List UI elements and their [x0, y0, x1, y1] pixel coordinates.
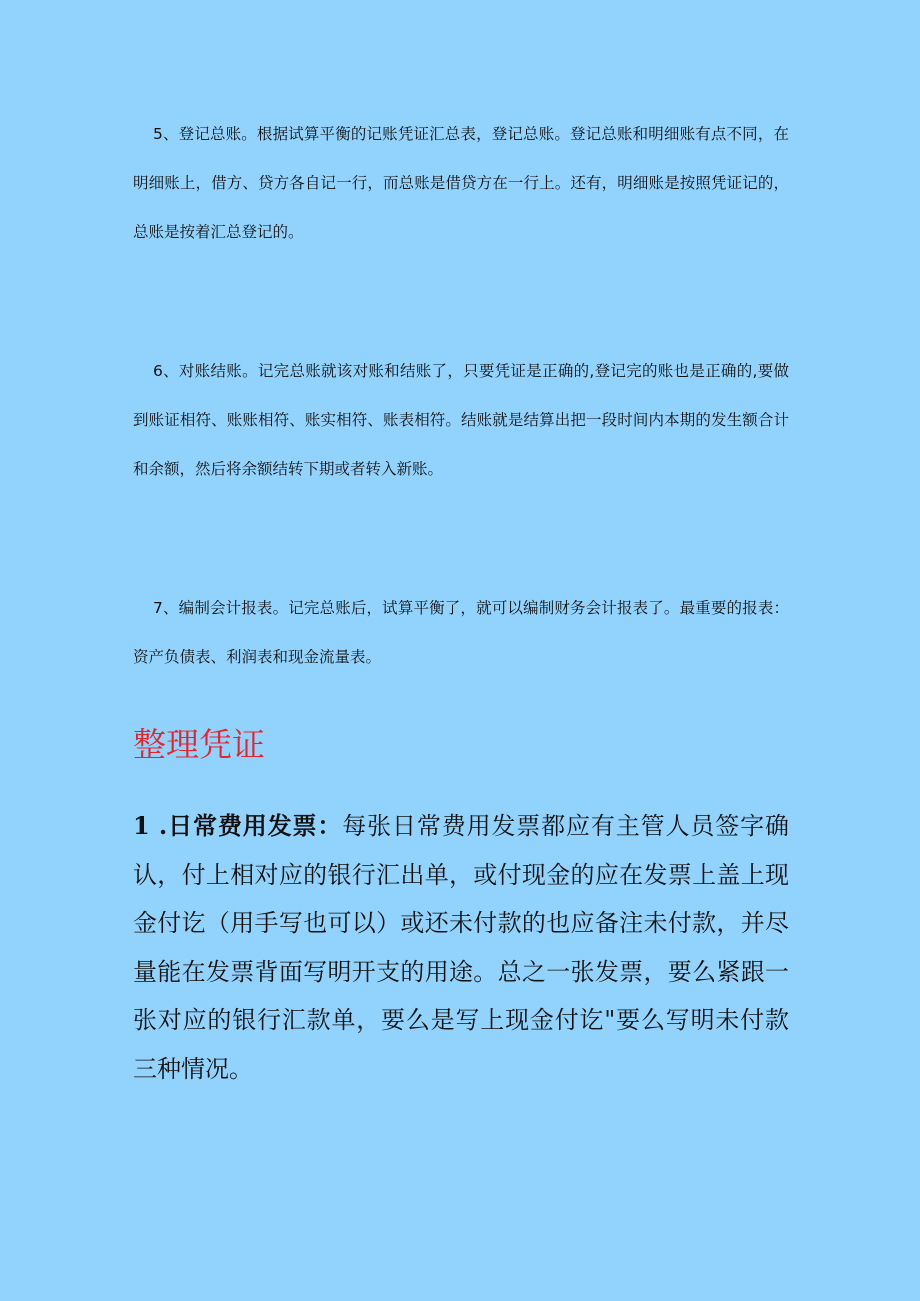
voucher-item-1	[133, 802, 789, 1093]
paragraph-step-5: 5、登记总账。根据试算平衡的记账凭证汇总表，登记总账。登记总账和明细账有点不同，在明细账上，借方、贷方各自记一行，而总账是借贷方在一行上。还有，明细账是按照凭证记的，总账是按着汇总登记的。	[133, 125, 789, 241]
paragraph-step-7: 7、编制会计报表。记完总账后，试算平衡了，就可以编制财务会计报表了。最重要的报表：资产负债表、利润表和现金流量表。	[133, 599, 789, 666]
voucher-item-1-body: 每张日常费用发票都应有主管人员签字确认，付上相对应的银行汇出单，或付现金的应在发票上盖上现金付讫（用手写也可以）或还未付款的也应备注未付款，并尽量能在发票背面写明开支的用途。总之一张发票，要么紧跟一张对应的银行汇款单，要么是写上现金付讫"要么写明未付款三种情况。	[133, 812, 789, 1083]
section-heading: 整理凭证	[133, 725, 265, 764]
paragraph-step-6: 6、对账结账。记完总账就该对账和结账了，只要凭证是正确的,登记完的账也是正确的,要做到账证相符、账账相符、账实相符、账表相符。结账就是结算出把一段时间内本期的发生额合计和余额，然后将余额结转下期或者转入新账。	[133, 362, 789, 478]
voucher-item-1-lead: 1 .日常费用发票：	[133, 811, 343, 840]
